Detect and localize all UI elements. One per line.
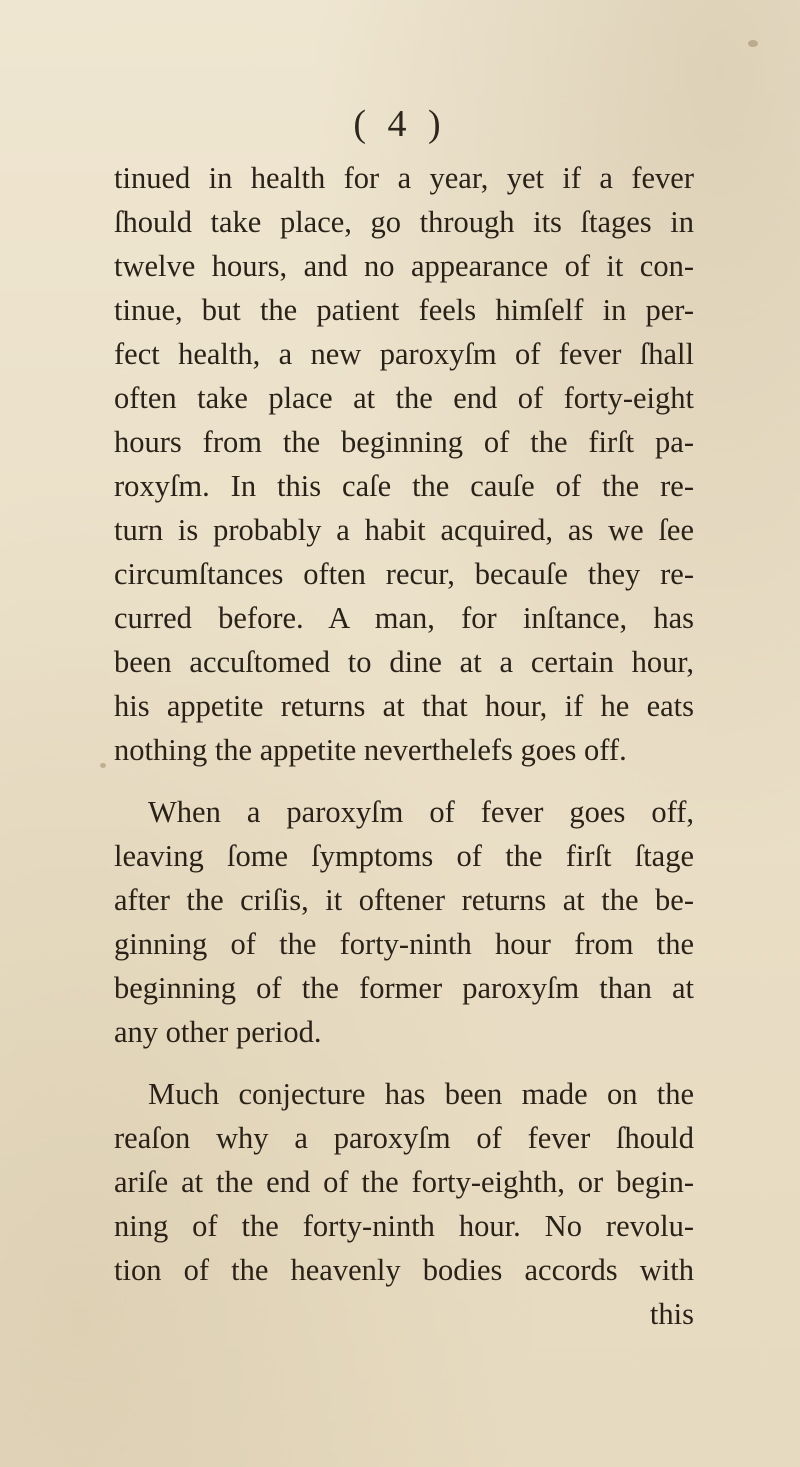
text-line: circumſtances often recur, becauſe they re- — [114, 557, 694, 591]
ink-spot — [100, 763, 106, 768]
text-line: been accuſtomed to dine at a certain hour, — [114, 645, 694, 679]
text-line: reaſon why a paroxyſm of fever ſhould — [114, 1121, 694, 1155]
text-line: after the criſis, it oftener returns at the be- — [114, 883, 694, 917]
text-line: curred before. A man, for inſtance, has — [114, 601, 694, 635]
text-line: roxyſm. In this caſe the cauſe of the re- — [114, 469, 694, 503]
text-line: tion of the heavenly bodies accords with — [114, 1253, 694, 1287]
text-line: ariſe at the end of the forty-eighth, or begin- — [114, 1165, 694, 1199]
text-line: often take place at the end of forty-eight — [114, 381, 694, 415]
text-line: any other period. — [114, 1015, 322, 1049]
text-line: hours from the beginning of the firſt pa- — [114, 425, 694, 459]
page-number: ( 4 ) — [353, 103, 447, 145]
ink-spot — [748, 40, 758, 47]
text-line: tinued in health for a year, yet if a fever — [114, 161, 694, 195]
text-line: his appetite returns at that hour, if he eats — [114, 689, 694, 723]
text-line: turn is probably a habit acquired, as we ſee — [114, 513, 694, 547]
text-line: fect health, a new paroxyſm of fever ſhall — [114, 337, 694, 371]
catchword: this — [649, 1297, 694, 1331]
text-line: tinue, but the patient feels himſelf in per- — [114, 293, 694, 327]
text-line: ginning of the forty-ninth hour from the — [114, 927, 694, 961]
text-line: leaving ſome ſymptoms of the firſt ſtage — [114, 839, 694, 873]
text-line: ſhould take place, go through its ſtages in — [114, 205, 694, 239]
text-line: When a paroxyſm of fever goes off, — [148, 795, 694, 829]
text-line: twelve hours, and no appearance of it con- — [114, 249, 694, 283]
text-line: nothing the appetite neverthelefs goes off. — [114, 733, 627, 767]
text-line: ning of the forty-ninth hour. No revolu- — [114, 1209, 694, 1243]
text-line: beginning of the former paroxyſm than at — [114, 971, 694, 1005]
text-line: Much conjecture has been made on the — [148, 1077, 694, 1111]
